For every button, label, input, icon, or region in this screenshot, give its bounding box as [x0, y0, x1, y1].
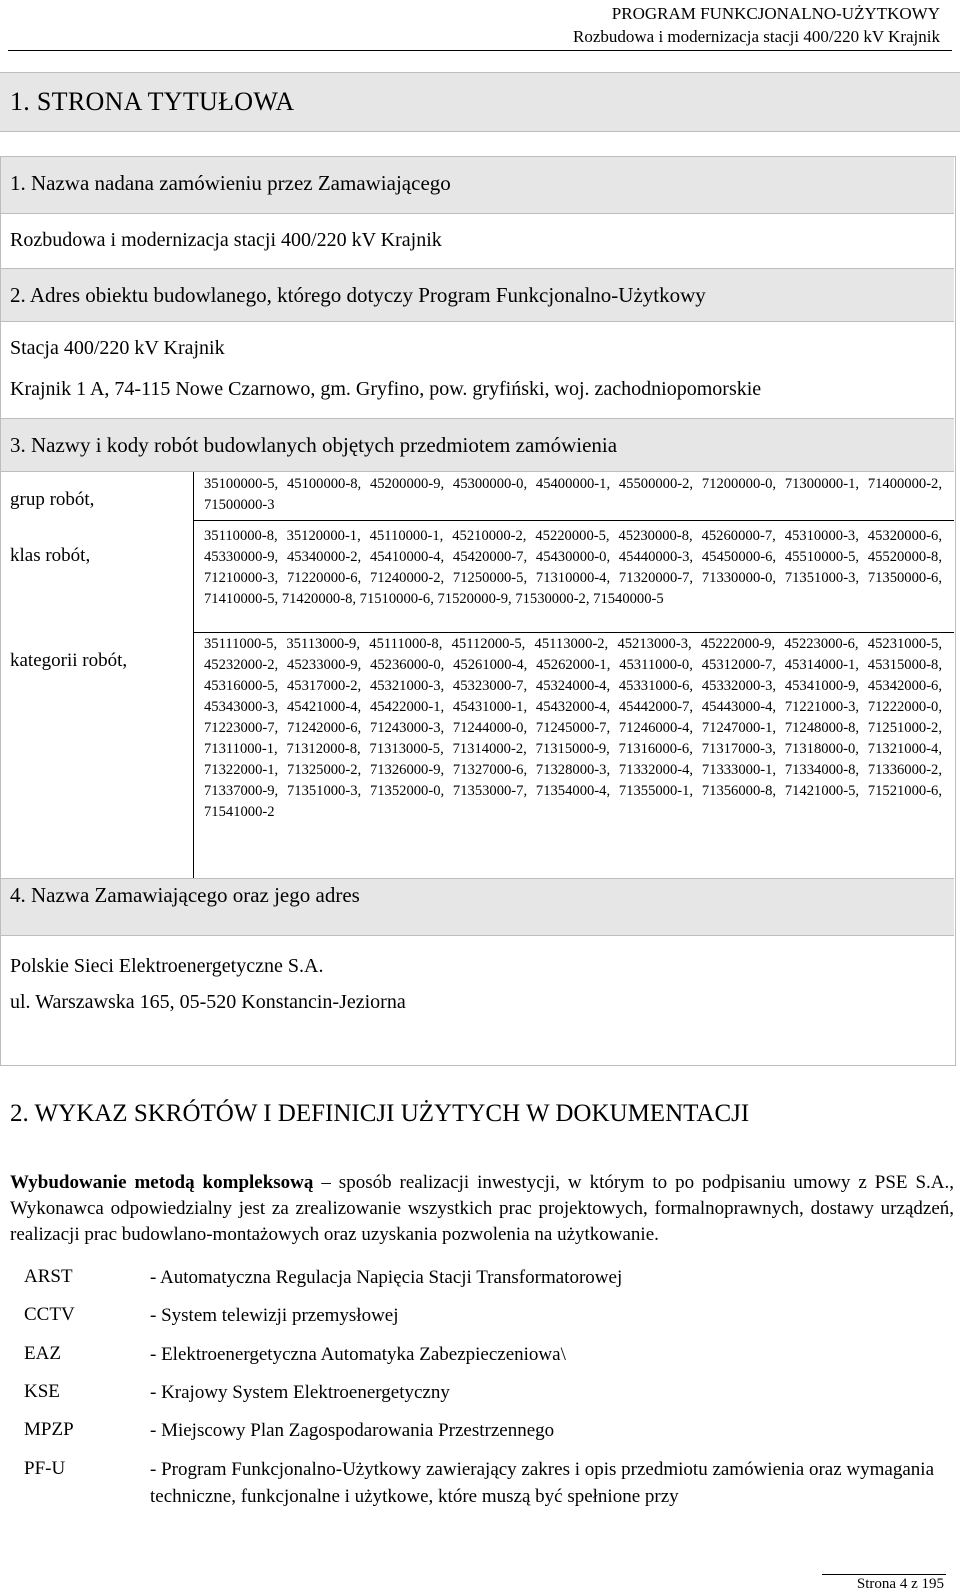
item-2-address-line-1: Stacja 400/220 kV Krajnik: [10, 337, 225, 359]
definition-term: Wybudowanie metodą kompleksową: [10, 1172, 314, 1193]
abbreviation-description: - System telewizji przemysłowej: [150, 1305, 399, 1326]
header-project-name: Rozbudowa i modernizacja stacji 400/220 kV Krajnik: [573, 27, 940, 46]
footer-divider: [822, 1574, 946, 1575]
abbreviation-description: - Miejscowy Plan Zagospodarowania Przestrzennego: [150, 1420, 555, 1441]
codes-table-column-divider: [193, 472, 194, 880]
codes-row-value-groups: 35100000-5, 45100000-8, 45200000-9, 45300000-0, 45400000-1, 45500000-2, 71200000-0, 71300000-1, 71400000-2, 71500000-3: [204, 476, 942, 513]
item-4-company-name: Polskie Sieci Elektroenergetyczne S.A.: [10, 955, 324, 977]
definition-paragraph: [10, 1170, 954, 1248]
abbreviation-term: CCTV: [24, 1304, 75, 1325]
codes-row-value-categories: 35111000-5, 35113000-9, 45111000-8, 45112000-5, 45113000-2, 45213000-3, 45222000-9, 45223000-6, 45231000-5, 45232000-2, 45233000-9, 45236000-0, 45261000-4, 45262000-1, 45311000-0, 45312000-7, 45314000-1, 45315000-8, 45316000-5, 45317000-2, 45321000-3, 45323000-7, 45324000-4, 45331000-6, 45332000-3, 45341000-9, 45342000-6, 45343000-3, 45421000-4, 45422000-1, 45431000-1, 45432000-4, 45442000-7, 45443000-4, 71221000-3, 71222000-0, 71223000-7, 71242000-6, 71243000-3, 71244000-0, 71245000-7, 71246000-4, 71247000-1, 71248000-8, 71251000-2, 71311000-1, 71312000-8, 71313000-5, 71314000-2, 71315000-9, 71316000-6, 71317000-3, 71318000-0, 71321000-4, 71322000-1, 71325000-2, 71326000-9, 71327000-6, 71328000-3, 71332000-4, 71333000-1, 71334000-8, 71336000-2, 71337000-9, 71351000-3, 71352000-0, 71353000-7, 71354000-4, 71355000-1, 71356000-8, 71421000-5, 71521000-6, 71541000-2: [204, 636, 942, 820]
codes-table-row-divider: [194, 520, 954, 521]
abbreviation-description: - Program Funkcjonalno-Użytkowy zawierający zakres i opis przedmiotu zamówienia oraz wymagania techniczne, funkcjonalne i użytkowe, które muszą być spełnione przy: [150, 1459, 935, 1507]
section-2-title: 2. WYKAZ SKRÓTÓW I DEFINICJI UŻYTYCH W DOKUMENTACJI: [10, 1100, 750, 1127]
codes-row-label-categories: kategorii robót,: [10, 650, 128, 671]
abbreviation-term: MPZP: [24, 1419, 74, 1440]
running-header: [573, 2, 940, 48]
header-divider: [8, 50, 952, 51]
item-4-company-address: ul. Warszawska 165, 05-520 Konstancin-Jeziorna: [10, 991, 406, 1013]
abbreviation-term: PF-U: [24, 1458, 66, 1479]
codes-row-value-classes: 35110000-8, 35120000-1, 45110000-1, 45210000-2, 45220000-5, 45230000-8, 45260000-7, 45310000-3, 45320000-6, 45330000-9, 45340000-2, 45410000-4, 45420000-7, 45430000-0, 45440000-3, 45450000-6, 45510000-5, 45520000-8, 71210000-3, 71220000-6, 71240000-2, 71250000-5, 71310000-4, 71320000-7, 71330000-0, 71351000-3, 71350000-6, 71410000-5, 71420000-8, 71510000-6, 71520000-9, 71530000-2, 71540000-5: [204, 528, 942, 607]
item-1-title: 1. Nazwa nadana zamówieniu przez Zamawiającego: [10, 171, 451, 195]
codes-row-label-classes: klas robót,: [10, 545, 91, 566]
abbreviation-description: - Automatyczna Regulacja Napięcia Stacji Transformatorowej: [150, 1267, 623, 1288]
abbreviation-term: KSE: [24, 1381, 60, 1402]
codes-row-label-groups: grup robót,: [10, 489, 95, 510]
item-3-title: 3. Nazwy i kody robót budowlanych objętych przedmiotem zamówienia: [10, 433, 618, 457]
section-1-title: 1. STRONA TYTUŁOWA: [10, 87, 295, 116]
abbreviation-description: - Elektroenergetyczna Automatyka Zabezpieczeniowa\: [150, 1344, 566, 1365]
codes-table-row-divider: [194, 632, 954, 633]
item-1-value: Rozbudowa i modernizacja stacji 400/220 kV Krajnik: [10, 229, 442, 251]
header-document-type: PROGRAM FUNKCJONALNO-UŻYTKOWY: [611, 4, 940, 23]
abbreviation-term: EAZ: [24, 1343, 61, 1364]
abbreviation-description: - Krajowy System Elektroenergetyczny: [150, 1382, 450, 1403]
page-number: Strona 4 z 195: [856, 1576, 944, 1592]
item-2-title: 2. Adres obiektu budowlanego, którego dotyczy Program Funkcjonalno-Użytkowy: [10, 283, 706, 307]
definition-text: – sposób realizacji inwestycji, w którym to po podpisaniu umowy z PSE S.A., Wykonawca odpowiedzialny jest za zrealizowanie wszystkich prac projektowych, formalnoprawnych, dostawy urządzeń, realizacji prac budowlano-montażowych oraz uzyskania pozwolenia na użytkowanie.: [10, 1172, 954, 1245]
item-2-address-line-2: Krajnik 1 A, 74-115 Nowe Czarnowo, gm. Gryfino, pow. gryfiński, woj. zachodniopomorskie: [10, 378, 762, 400]
item-4-title: 4. Nazwa Zamawiającego oraz jego adres: [10, 883, 360, 907]
abbreviation-term: ARST: [24, 1266, 73, 1287]
